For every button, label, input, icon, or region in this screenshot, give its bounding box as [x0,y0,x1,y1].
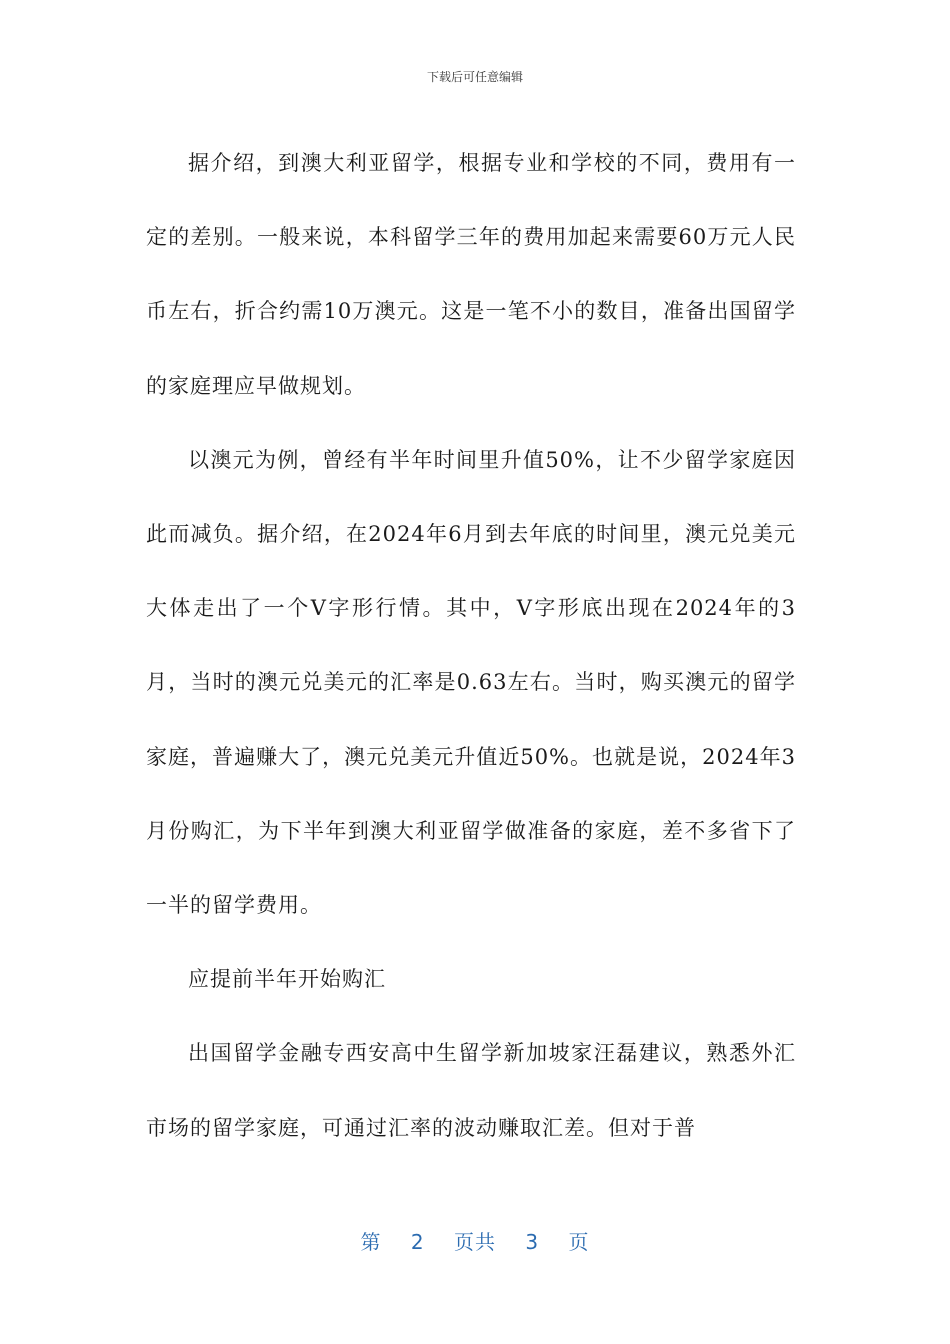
paragraph-subheading: 应提前半年开始购汇 [188,967,386,992]
footer-prefix: 第 [360,1230,382,1254]
footer-middle: 页共 [454,1230,496,1254]
paragraph-exchange-rate: 以澳元为例，曾经有半年时间里升值50%，让不少留学家庭因此而减负。据介绍，在2024年6月到去年底的时间里，澳元兑美元大体走出了一个V字形行情。其中，V字形底出现在2024年的3月，当时的澳元兑美元的汇率是0.63左右。当时，购买澳元的留学家庭，普遍赚大了，澳元兑美元升值近50%。也就是说，2024年3月份购汇，为下半年到澳大利亚留学做准备的家庭，差不多省下了一半的留学费用。 [146,447,796,918]
page-footer [0,1226,950,1255]
footer-current-page: 2 [410,1230,425,1254]
body-text [146,126,796,1165]
paragraph-expert-advice: 出国留学金融专西安高中生留学新加坡家汪磊建议，熟悉外汇市场的留学家庭，可通过汇率的波动赚取汇差。但对于普 [146,1041,796,1140]
footer-suffix: 页 [568,1230,590,1254]
footer-total-pages: 3 [525,1230,540,1254]
paragraph-cost-overview: 据介绍，到澳大利亚留学，根据专业和学校的不同，费用有一定的差别。一般来说，本科留学三年的费用加起来需要60万元人民币左右，折合约需10万澳元。这是一笔不小的数目，准备出国留学的家庭理应早做规划。 [146,151,796,398]
header-note: 下载后可任意编辑 [426,70,523,84]
